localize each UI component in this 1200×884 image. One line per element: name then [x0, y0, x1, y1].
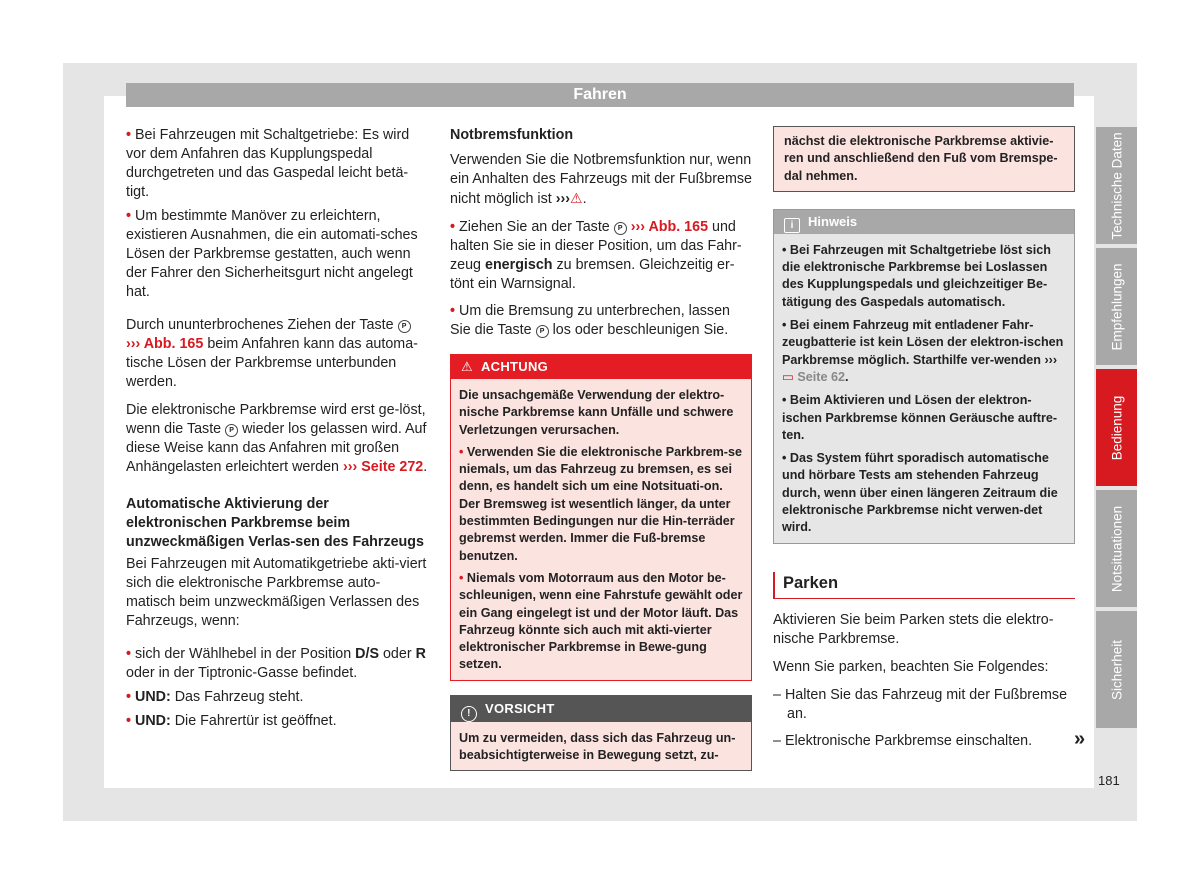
list-item-text: Um bestimmte Manöver zu erleichtern, existieren Ausnahmen, die ein automati-sches Lösen der Parkbremse gestatten, auch wenn der Fahrer den Sicherheitsgurt nicht angelegt hat. — [126, 208, 418, 300]
page-link[interactable]: Seite 62 — [797, 369, 846, 384]
text: Elektronische Parkbremse einschalten. — [784, 732, 1033, 749]
caution-box-title: VORSICHT — [485, 700, 555, 716]
bullet-icon: • — [126, 689, 132, 705]
list-item — [126, 688, 428, 707]
list-item-text: Bei Fahrzeugen mit Schaltgetriebe: Es wird vor dem Anfahren das Kupplungspedal durchgetreten und das Gaspedal leicht betä-tigt. — [126, 127, 410, 200]
column-right — [773, 126, 1075, 759]
bullet-icon: • — [782, 451, 787, 466]
list-item — [459, 444, 743, 565]
text: D/S — [355, 646, 379, 662]
note-box — [773, 209, 1075, 544]
text: zu bremsen. Gleichzeitig er-tönt ein Warnsignal. — [450, 257, 735, 292]
text: Halten Sie das Fahrzeug mit der Fußbremse an. — [784, 686, 1068, 722]
warning-box-header — [451, 355, 751, 379]
paragraph — [126, 316, 428, 392]
text: los oder beschleunigen Sie. — [552, 322, 729, 338]
text: oder — [382, 646, 412, 662]
page-number: 181 — [1098, 773, 1120, 788]
tab-label: Empfehlungen — [1109, 262, 1124, 351]
parking-brake-icon: P — [398, 320, 411, 333]
text: Um die Bremsung zu unterbrechen, lassen Sie die Taste — [450, 303, 730, 338]
section-heading: Parken — [773, 572, 1075, 599]
list-item — [126, 126, 428, 202]
bullet-icon: • — [126, 713, 132, 729]
paragraph: nächst die elektronische Parkbremse aktivie-ren und anschließend den Fuß vom Bremspe-dal nehmen. — [784, 134, 1058, 183]
warning-triangle-icon: ⚠ — [461, 359, 473, 374]
text: UND: — [135, 689, 171, 705]
warning-icon: ⚠ — [570, 190, 583, 206]
figure-link[interactable]: ››› Abb. 165 — [126, 336, 204, 352]
text: Ziehen Sie an der Taste — [459, 219, 610, 235]
tab-label: Bedienung — [1109, 395, 1124, 460]
note-box-title: Hinweis — [808, 213, 858, 229]
bullet-icon: • — [782, 242, 787, 257]
paragraph: Die unsachgemäße Verwendung der elektro-nische Parkbremse kann Unfälle und schwere Verletzungen verursachen. — [459, 388, 734, 437]
paragraph: Bei Fahrzeugen mit Automatikgetriebe akti-viert sich die elektronische Parkbremse auto-matisch beim unzweckmäßigen Verlassen des Fahrzeugs, wenn: — [126, 556, 427, 629]
text: Bei Fahrzeugen mit Schaltgetriebe löst sich die elektronische Parkbremse bei Loslassen des Kupplungspedals und gleichzeitiger Be-tätigung des Gaspedals automatisch. — [782, 242, 1051, 309]
text: Das System führt sporadisch automatische und hörbare Tests am stehenden Fahrzeug durch, wenn über einen längeren Zeitraum die elektronische Parkbremse nicht verwen-det wird. — [782, 451, 1058, 535]
parking-brake-icon: P — [614, 222, 627, 235]
list-item — [459, 570, 743, 674]
section-subheading: Automatische Aktivierung der elektronischen Parkbremse beim unzweckmäßigen Verlas-sen des Fahrzeugs — [126, 496, 424, 550]
text: Durch ununterbrochenes Ziehen der Taste — [126, 317, 394, 333]
bullet-icon: • — [459, 444, 464, 459]
parking-brake-icon: P — [225, 424, 238, 437]
tab-sicherheit[interactable] — [1096, 611, 1137, 728]
warning-box — [450, 354, 752, 681]
continue-icon: » — [1074, 728, 1086, 750]
text: energisch — [485, 257, 553, 273]
text: Beim Aktivieren und Lösen der elektron-ischen Parkbremse können Geräusche auftre-ten. — [782, 393, 1058, 442]
caution-box — [450, 695, 752, 772]
text: wieder los gelassen wird. Auf diese Weise kann das Anfahren mit großen Anhängelasten erleichtert werden — [126, 421, 427, 475]
list-item — [782, 242, 1066, 311]
page-title: Fahren — [126, 83, 1074, 107]
column-middle — [450, 126, 752, 771]
bullet-icon: • — [126, 208, 132, 224]
list-item — [126, 207, 428, 302]
bullet-icon: • — [126, 646, 132, 662]
text: oder in der Tiptronic-Gasse befindet. — [126, 665, 358, 681]
page-link-arrows[interactable]: ››› — [1044, 352, 1058, 367]
paragraph: Aktivieren Sie beim Parken stets die elektro-nische Parkbremse. — [773, 611, 1054, 647]
text: Bei einem Fahrzeug mit entladener Fahr-zeugbatterie ist kein Lösen der elektron-ischen Parkbremse möglich. Starthilfe ver-wenden — [782, 318, 1064, 367]
tab-bedienung[interactable] — [1096, 369, 1137, 486]
bullet-icon: • — [459, 570, 464, 585]
list-item — [126, 712, 428, 731]
parking-brake-icon: P — [536, 325, 549, 338]
text: Niemals vom Motorraum aus den Motor be-schleunigen, wenn eine Fahrstufe gewählt oder ein Gang eingelegt ist und der Motor läuft. Das Fahrzeug könnte sich auch mit akti-vierter elektronischer Parkbremse in Bewe-gung setzen. — [459, 570, 743, 672]
bullet-icon: • — [782, 318, 787, 333]
bullet-icon: • — [126, 127, 132, 143]
tab-technische-daten[interactable] — [1096, 127, 1137, 244]
list-item — [450, 302, 752, 340]
text: Die Fahrertür ist geöffnet. — [174, 713, 337, 729]
tab-label: Notsituationen — [1109, 505, 1124, 592]
warning-link[interactable]: ››› — [555, 191, 570, 207]
text: Verwenden Sie die elektronische Parkbrem-se niemals, um das Fahrzeug zu bremsen, es sei denn, es handelt sich um eine Notsituati-on. Der Bremsweg ist wesentlich länger, da unter bestimmten Bedingungen nur die Hin-terräder gebremst werden. Immer die Fuß-bremse benutzen. — [459, 444, 743, 563]
book-icon: ▭ — [782, 369, 794, 384]
text: Das Fahrzeug steht. — [174, 689, 304, 705]
list-item — [126, 645, 428, 683]
caution-box-body — [451, 722, 751, 771]
paragraph: Die elektronische Parkbremse wird erst ge-löst, wenn die Taste P wieder los gelassen wird. Auf diese Weise kann das Anfahren mit großen Anhängelasten erleichtert werden ››› Seite 272. — [126, 402, 428, 475]
tab-empfehlungen[interactable] — [1096, 248, 1137, 365]
list-item: – Elektronische Parkbremse einschalten. — [773, 732, 1033, 749]
text: sich der Wählhebel in der Position — [135, 646, 352, 662]
bullet-icon: • — [450, 219, 456, 235]
text: R — [415, 646, 426, 662]
paragraph: Um zu vermeiden, dass sich das Fahrzeug un-beabsichtigterweise in Bewegung setzt, zu- — [459, 730, 736, 763]
list-item: • Bei einem Fahrzeug mit entladener Fahr-zeugbatterie ist kein Lösen der elektron-ischen Parkbremse möglich. Starthilfe ver-wenden ››› ▭ Seite 62. — [782, 318, 1064, 384]
page-link[interactable]: ››› Seite 272 — [343, 459, 424, 475]
caution-box-body — [774, 127, 1074, 191]
list-item — [450, 218, 752, 294]
tab-notsituationen[interactable] — [1096, 490, 1137, 607]
text: UND: — [135, 713, 171, 729]
caution-box-header — [451, 696, 751, 722]
section-subheading: Notbremsfunktion — [450, 127, 574, 143]
figure-link[interactable]: ››› Abb. 165 — [630, 219, 709, 235]
bullet-icon: • — [782, 393, 787, 408]
warning-box-body — [451, 379, 751, 680]
warning-box-title: ACHTUNG — [480, 359, 549, 374]
text: beim Anfahren kann das automa-tische Lösen der Parkbremse unterbunden werden. — [126, 336, 418, 390]
text: Verwenden Sie die Notbremsfunktion nur, wenn ein Anhalten des Fahrzeugs mit der Fußbremse nicht möglich ist — [450, 152, 752, 207]
list-item — [782, 450, 1066, 536]
list-item: – Halten Sie das Fahrzeug mit der Fußbremse an. — [773, 686, 1068, 722]
text: Die elektronische Parkbremse wird erst ge-löst, wenn die Taste — [126, 402, 426, 437]
note-box-header — [774, 210, 1074, 234]
text: und halten Sie sie in dieser Position, um das Fahr-zeug — [450, 219, 742, 273]
paragraph: Verwenden Sie die Notbremsfunktion nur, wenn ein Anhalten des Fahrzeugs mit der Fußbremse nicht möglich ist ›››⚠. — [450, 152, 752, 207]
note-box-body — [774, 234, 1074, 543]
list-item — [782, 392, 1066, 444]
bullet-icon: • — [450, 303, 456, 319]
tab-label: Technische Daten — [1109, 131, 1124, 240]
tab-label: Sicherheit — [1109, 639, 1124, 700]
caution-box-continued — [773, 126, 1075, 192]
info-icon: i — [784, 218, 800, 233]
paragraph: Wenn Sie parken, beachten Sie Folgendes: — [773, 658, 1049, 675]
exclamation-circle-icon: ! — [461, 706, 477, 722]
column-left — [126, 126, 428, 736]
